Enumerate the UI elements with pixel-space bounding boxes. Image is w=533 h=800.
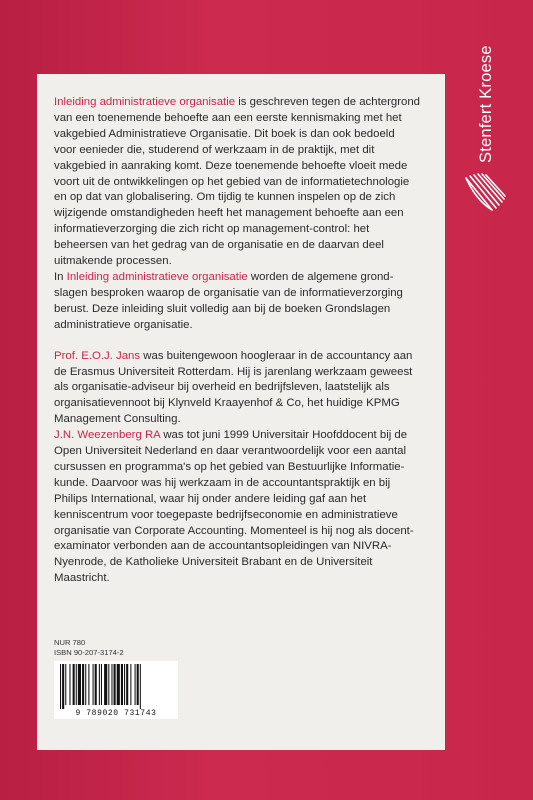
isbn: ISBN 90-207-3174-2 bbox=[54, 647, 124, 657]
author-bio-weezenberg: J.N. Weezenberg RA was tot juni 1999 Universitair Hoofddocent bij de Open Universiteit Nederland en daar verantwoordelijk voor een aantal cursussen en programma's op het gebied van Bestuurlijke Informatie- kunde. Daarvoor was hij werkzaam in de accountantspraktijk en bij Philips International, waar hij onder andere leiding gaf aan het kenniscentrum voor toegepaste bedrijfseconomie en administratieve organisatie van Corporate Accounting. Momenteel is hij nog als docent- examinator verbonden aan de accountantsopleidingen van NIVRA- Nyenrode, de Katholieke Universiteit Brabant en de Universiteit Maastricht. bbox=[54, 429, 414, 585]
publisher-logo-icon bbox=[462, 170, 508, 222]
blurb bbox=[54, 95, 444, 587]
barcode bbox=[54, 661, 178, 719]
author-name: Prof. E.O.J. Jans bbox=[54, 349, 141, 362]
nur-code: NUR 780 bbox=[54, 638, 86, 647]
author-bio-jans: Prof. E.O.J. Jans was buitengewoon hoogleraar in de accountancy aan de Erasmus Universiteit Rotterdam. Hij is jarenlang werkzaam geweest als organisatie-adviseur bij overheid en bedrijfsleven, laatstelijk als organisatievennoot bij Klynveld Kraayenhof & Co, het huidige KPMG Management Consulting. bbox=[54, 349, 413, 426]
author-name: J.N. Weezenberg RA bbox=[54, 429, 161, 442]
barcode-bars-icon bbox=[54, 661, 178, 709]
book-metadata bbox=[54, 638, 124, 657]
barcode-digits: 9 789020 731743 bbox=[75, 709, 157, 718]
book-title-repeat: Inleiding administratieve organisatie bbox=[66, 270, 248, 283]
paragraph-intro: Inleiding administratieve organisatie is geschreven tegen de achtergrond van een toenemende behoefte aan een eerste kennismaking met het vakgebied Administratieve Organisatie. Dit boek is dan ook bedoeld voor eenieder die, studerend of werkzaam in de praktijk, met dit vakgebied in aanraking komt. Deze toenemende behoefte vloeit mede voort uit de ontwikkelingen op het gebied van de informatietechnologie en op dat van globalisering. Om tijdig te kunnen inspelen op de zich wijzigende omstandigheden heeft het management behoefte aan een informatieverzorging die zich richt op management-control: het beheersen van het gedrag van de organisatie en de daarvan deel uitmakende processen. bbox=[54, 96, 420, 268]
paragraph-content: In Inleiding administratieve organisatie worden de algemene grond- slagen besproken waarop de organisatie van de informatieverzorging berust. Deze inleiding sluit volledig aan bij de boeken Grondslagen administratieve organisatie. bbox=[54, 270, 403, 331]
publisher-name: Stenfert Kroese bbox=[477, 45, 495, 163]
book-title: Inleiding administratieve organisatie bbox=[54, 96, 236, 108]
